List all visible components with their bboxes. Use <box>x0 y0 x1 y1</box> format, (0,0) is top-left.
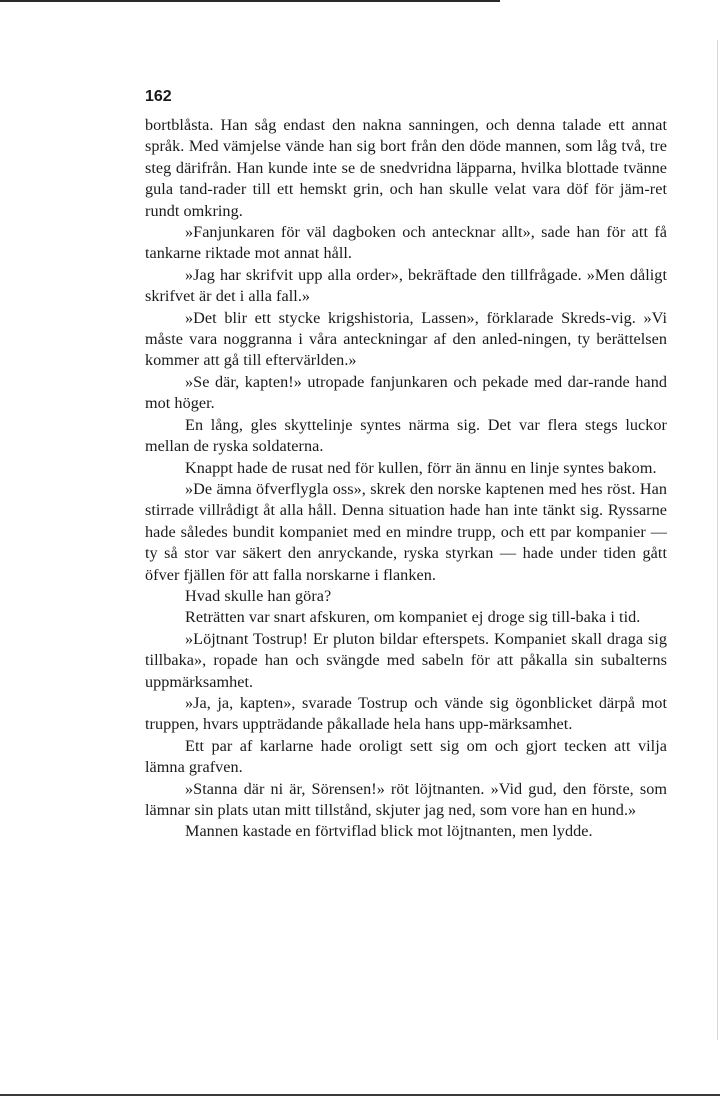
paragraph: Knappt hade de rusat ned för kullen, förr än ännu en linje syntes bakom. <box>185 458 657 477</box>
page-number: 162 <box>145 88 172 105</box>
page-body <box>145 115 667 843</box>
paragraph: »De ämna öfverflygla oss», skrek den norske kaptenen med hes röst. Han stirrade villrådigt åt alla håll. Denna situation hade han inte tänkt sig. Ryssarne hade således bundit kompaniet med en mindre trupp, och ett par kompanier — ty så stor var säkert den anryckande, ryska styrkan — hade under tiden gått öfver fjällen för att falla norskarne i flanken. <box>145 479 667 584</box>
paragraph: Ett par af karlarne hade oroligt sett sig om och gjort tecken att vilja lämna grafven. <box>145 736 667 777</box>
paragraph: Mannen kastade en förtviflad blick mot löjtnanten, men lydde. <box>185 822 593 841</box>
scan-edge-top <box>0 0 500 2</box>
paragraph: »Stanna där ni är, Sörensen!» röt löjtnanten. »Vid gud, den förste, som lämnar sin plats utan mitt tillstånd, skjuter jag ned, som vore han en hund.» <box>145 779 667 819</box>
paragraph: Hvad skulle han göra? <box>185 586 332 605</box>
paragraph: »Se där, kapten!» utropade fanjunkaren och pekade med dar-rande hand mot höger. <box>145 372 667 413</box>
paragraph: »Löjtnant Tostrup! Er pluton bildar efterspets. Kompaniet skall draga sig tillbaka», ropade han och svängde med sabeln för att påkalla sin subalterns uppmärksamhet. <box>145 629 667 691</box>
book-page <box>145 86 667 843</box>
paragraph: »Ja, ja, kapten», svarade Tostrup och vände sig ögonblicket därpå mot truppen, hvars uppträdande påkallade hela hans upp-märksamhet. <box>145 693 667 734</box>
paragraph: »Jag har skrifvit upp alla order», bekräftade den tillfrågade. »Men dåligt skrifvet är det i alla fall.» <box>145 265 667 306</box>
paragraph: bortblåsta. Han såg endast den nakna sanningen, och denna talade ett annat språk. Med vämjelse vände han sig bort från den döde mannen, som låg två, tre steg därifrån. Han kunde inte se de snedvridna läpparna, hvilka blottade tvänne gula tand-rader till ett hemskt grin, och han skulle velat vara döf för jäm-ret rundt omkring. <box>145 116 667 220</box>
scan-edge-right <box>717 40 718 1040</box>
paragraph: »Fanjunkaren för väl dagboken och antecknar allt», sade han för att få tankarne riktade mot annat håll. <box>145 223 667 263</box>
paragraph: »Det blir ett stycke krigshistoria, Lassen», förklarade Skreds-vig. »Vi måste vara noggranna i våra anteckningar af den anled-ningen, ty berättelsen kommer att gå till eftervärlden.» <box>145 308 667 370</box>
paragraph: En lång, gles skyttelinje syntes närma sig. Det var flera stegs luckor mellan de ryska soldaterna. <box>145 415 667 456</box>
paragraph: Reträtten var snart afskuren, om kompaniet ej droge sig till-baka i tid. <box>185 608 641 627</box>
